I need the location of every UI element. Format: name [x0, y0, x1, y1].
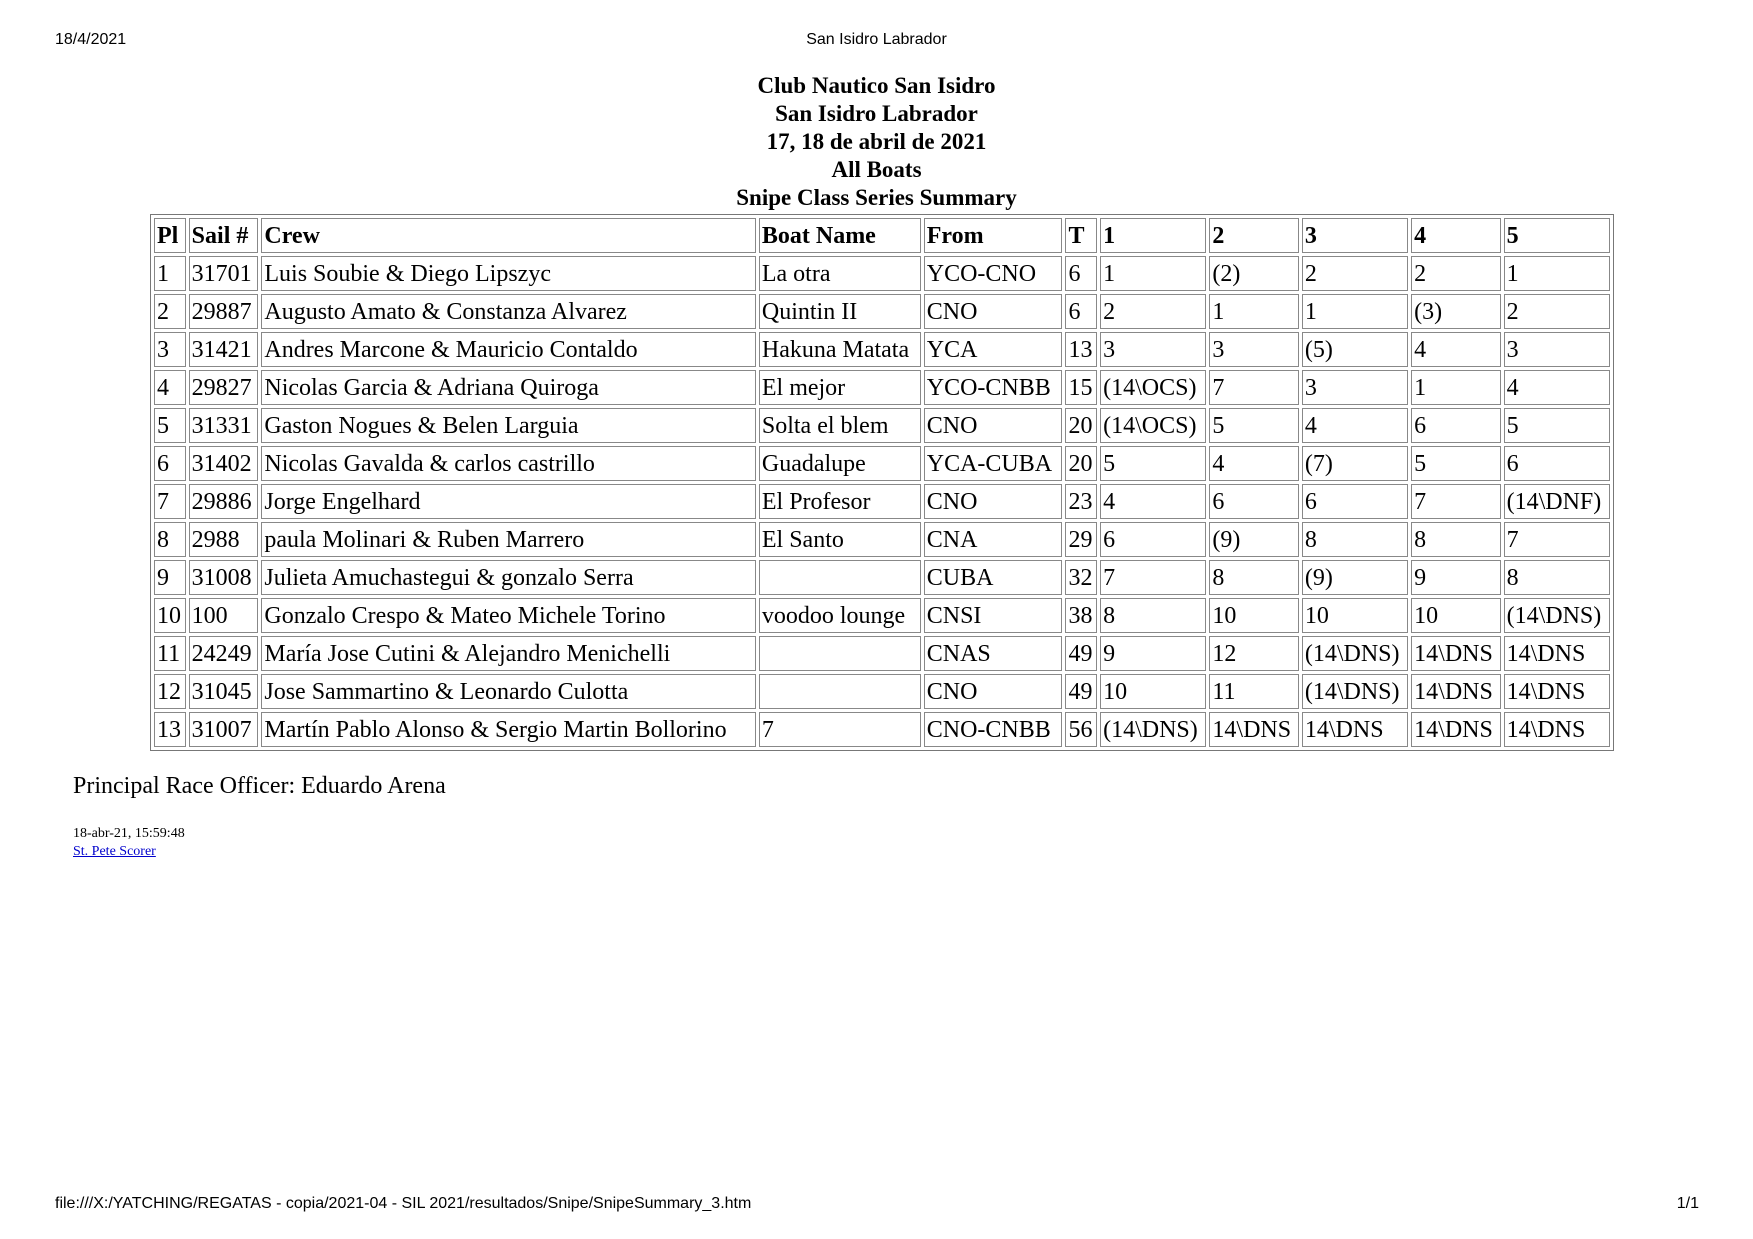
table-row: [154, 712, 1610, 747]
table-cell: Nicolas Gavalda & carlos castrillo: [261, 446, 756, 481]
timestamp: 18-abr-21, 15:59:48: [73, 826, 185, 841]
table-cell: 10: [1209, 598, 1298, 633]
results-heading: [0, 72, 1753, 212]
table-cell: 9: [154, 560, 186, 595]
table-cell: 7: [1411, 484, 1500, 519]
table-cell: 31331: [189, 408, 259, 443]
table-cell: 29: [1065, 522, 1097, 557]
table-cell: 8: [154, 522, 186, 557]
table-cell: El mejor: [759, 370, 921, 405]
print-date: 18/4/2021: [55, 31, 127, 48]
column-header: 2: [1209, 218, 1298, 253]
table-cell: (5): [1302, 332, 1408, 367]
event-dates: 17, 18 de abril de 2021: [766, 129, 987, 154]
table-cell: CNO: [924, 484, 1063, 519]
table-cell: CNAS: [924, 636, 1063, 671]
table-cell: 1: [1504, 256, 1610, 291]
table-cell: 5: [1411, 446, 1500, 481]
column-header: T: [1065, 218, 1097, 253]
table-cell: 56: [1065, 712, 1097, 747]
table-cell: CNO-CNBB: [924, 712, 1063, 747]
table-row: [154, 370, 1610, 405]
table-cell: Solta el blem: [759, 408, 921, 443]
table-cell: 6: [1065, 294, 1097, 329]
table-cell: 10: [154, 598, 186, 633]
table-cell: 14\DNS: [1504, 674, 1610, 709]
table-cell: Luis Soubie & Diego Lipszyc: [261, 256, 756, 291]
table-row: [154, 484, 1610, 519]
table-row: [154, 446, 1610, 481]
table-cell: 2: [154, 294, 186, 329]
table-cell: 14\DNS: [1411, 636, 1500, 671]
table-cell: (9): [1302, 560, 1408, 595]
table-cell: 6: [1209, 484, 1298, 519]
table-cell: 31008: [189, 560, 259, 595]
table-cell: Quintin II: [759, 294, 921, 329]
table-cell: 2: [1302, 256, 1408, 291]
table-cell: 20: [1065, 408, 1097, 443]
table-cell: 3: [1504, 332, 1610, 367]
table-row: [154, 294, 1610, 329]
scorer-link[interactable]: St. Pete Scorer: [73, 844, 156, 859]
table-cell: CNA: [924, 522, 1063, 557]
fleet-name: All Boats: [831, 157, 922, 182]
table-cell: CNO: [924, 674, 1063, 709]
table-cell: Julieta Amuchastegui & gonzalo Serra: [261, 560, 756, 595]
page-number: 1/1: [1676, 1195, 1699, 1212]
table-row: [154, 598, 1610, 633]
table-cell: 2: [1100, 294, 1206, 329]
table-cell: 5: [1100, 446, 1206, 481]
table-cell: 9: [1411, 560, 1500, 595]
event-name: San Isidro Labrador: [775, 101, 978, 126]
table-cell: Augusto Amato & Constanza Alvarez: [261, 294, 756, 329]
table-cell: (2): [1209, 256, 1298, 291]
table-cell: 8: [1411, 522, 1500, 557]
table-cell: 14\DNS: [1504, 636, 1610, 671]
table-cell: (9): [1209, 522, 1298, 557]
table-cell: 15: [1065, 370, 1097, 405]
table-cell: 13: [154, 712, 186, 747]
table-cell: YCA-CUBA: [924, 446, 1063, 481]
table-cell: 20: [1065, 446, 1097, 481]
table-cell: 4: [1209, 446, 1298, 481]
table-cell: voodoo lounge: [759, 598, 921, 633]
table-cell: 5: [1209, 408, 1298, 443]
table-cell: 1: [1209, 294, 1298, 329]
table-cell: 6: [1411, 408, 1500, 443]
table-cell: 38: [1065, 598, 1097, 633]
table-cell: Nicolas Garcia & Adriana Quiroga: [261, 370, 756, 405]
table-cell: 29886: [189, 484, 259, 519]
race-officer: Principal Race Officer: Eduardo Arena: [73, 773, 446, 799]
table-cell: 31045: [189, 674, 259, 709]
table-cell: 4: [1302, 408, 1408, 443]
table-cell: CNO: [924, 408, 1063, 443]
table-cell: 7: [154, 484, 186, 519]
column-header: Crew: [261, 218, 756, 253]
table-cell: 31402: [189, 446, 259, 481]
table-cell: CUBA: [924, 560, 1063, 595]
table-cell: (14\OCS): [1100, 408, 1206, 443]
table-cell: 29887: [189, 294, 259, 329]
table-cell: 8: [1209, 560, 1298, 595]
table-cell: (14\DNS): [1302, 636, 1408, 671]
table-cell: [759, 674, 921, 709]
table-row: [154, 408, 1610, 443]
table-cell: 10: [1302, 598, 1408, 633]
table-body: [154, 256, 1610, 747]
table-cell: Martín Pablo Alonso & Sergio Martin Bollorino: [261, 712, 756, 747]
table-cell: CNSI: [924, 598, 1063, 633]
table-cell: 14\DNS: [1411, 712, 1500, 747]
table-cell: 4: [1504, 370, 1610, 405]
table-cell: 14\DNS: [1209, 712, 1298, 747]
table-row: [154, 674, 1610, 709]
column-header: Pl: [154, 218, 186, 253]
table-cell: 49: [1065, 674, 1097, 709]
table-cell: [759, 636, 921, 671]
table-cell: 2988: [189, 522, 259, 557]
table-cell: 6: [1504, 446, 1610, 481]
table-cell: 2: [1411, 256, 1500, 291]
table-cell: Hakuna Matata: [759, 332, 921, 367]
table-cell: Jose Sammartino & Leonardo Culotta: [261, 674, 756, 709]
table-cell: 14\DNS: [1504, 712, 1610, 747]
results-table: [150, 214, 1614, 751]
table-cell: YCA: [924, 332, 1063, 367]
table-cell: 7: [1100, 560, 1206, 595]
table-cell: 7: [759, 712, 921, 747]
table-cell: Guadalupe: [759, 446, 921, 481]
table-cell: 7: [1504, 522, 1610, 557]
column-header: 5: [1504, 218, 1610, 253]
table-cell: 49: [1065, 636, 1097, 671]
table-cell: 31701: [189, 256, 259, 291]
table-cell: (14\OCS): [1100, 370, 1206, 405]
table-cell: 12: [154, 674, 186, 709]
table-cell: 4: [154, 370, 186, 405]
column-header: From: [924, 218, 1063, 253]
print-title: San Isidro Labrador: [806, 31, 947, 48]
table-cell: 10: [1100, 674, 1206, 709]
table-cell: Andres Marcone & Mauricio Contaldo: [261, 332, 756, 367]
table-cell: El Profesor: [759, 484, 921, 519]
table-cell: 3: [1100, 332, 1206, 367]
table-cell: Jorge Engelhard: [261, 484, 756, 519]
column-header: 4: [1411, 218, 1500, 253]
table-cell: 11: [1209, 674, 1298, 709]
table-cell: (14\DNF): [1504, 484, 1610, 519]
table-cell: (3): [1411, 294, 1500, 329]
table-cell: YCO-CNBB: [924, 370, 1063, 405]
series-summary-title: Snipe Class Series Summary: [736, 185, 1017, 210]
table-cell: 8: [1100, 598, 1206, 633]
column-header: Boat Name: [759, 218, 921, 253]
table-cell: Gaston Nogues & Belen Larguia: [261, 408, 756, 443]
table-row: [154, 636, 1610, 671]
table-cell: 5: [1504, 408, 1610, 443]
table-cell: 5: [154, 408, 186, 443]
table-row: [154, 256, 1610, 291]
table-cell: 31007: [189, 712, 259, 747]
table-cell: 1: [1411, 370, 1500, 405]
table-cell: Gonzalo Crespo & Mateo Michele Torino: [261, 598, 756, 633]
table-cell: 100: [189, 598, 259, 633]
table-cell: 4: [1411, 332, 1500, 367]
table-cell: 10: [1411, 598, 1500, 633]
table-cell: 3: [1302, 370, 1408, 405]
table-cell: 8: [1302, 522, 1408, 557]
table-cell: 7: [1209, 370, 1298, 405]
table-row: [154, 332, 1610, 367]
column-header: 1: [1100, 218, 1206, 253]
table-row: [154, 522, 1610, 557]
club-name: Club Nautico San Isidro: [757, 73, 996, 98]
table-cell: (14\DNS): [1302, 674, 1408, 709]
table-cell: (14\DNS): [1100, 712, 1206, 747]
table-cell: (7): [1302, 446, 1408, 481]
table-cell: paula Molinari & Ruben Marrero: [261, 522, 756, 557]
table-cell: 12: [1209, 636, 1298, 671]
table-cell: 14\DNS: [1411, 674, 1500, 709]
table-cell: María Jose Cutini & Alejandro Menichelli: [261, 636, 756, 671]
table-cell: 6: [154, 446, 186, 481]
file-path: file:///X:/YATCHING/REGATAS - copia/2021-04 - SIL 2021/resultados/Snipe/SnipeSummary_3.htm: [55, 1195, 752, 1212]
table-cell: La otra: [759, 256, 921, 291]
table-cell: 23: [1065, 484, 1097, 519]
table-cell: 1: [154, 256, 186, 291]
table-cell: 24249: [189, 636, 259, 671]
table-cell: 8: [1504, 560, 1610, 595]
table-cell: 6: [1100, 522, 1206, 557]
table-cell: 4: [1100, 484, 1206, 519]
table-cell: 6: [1065, 256, 1097, 291]
table-cell: 3: [154, 332, 186, 367]
table-cell: (14\DNS): [1504, 598, 1610, 633]
table-cell: YCO-CNO: [924, 256, 1063, 291]
table-cell: 32: [1065, 560, 1097, 595]
table-row: [154, 560, 1610, 595]
table-cell: 11: [154, 636, 186, 671]
table-cell: 6: [1302, 484, 1408, 519]
column-header: 3: [1302, 218, 1408, 253]
table-cell: 3: [1209, 332, 1298, 367]
table-cell: 2: [1504, 294, 1610, 329]
table-cell: 9: [1100, 636, 1206, 671]
table-header-row: [154, 218, 1610, 253]
table-cell: El Santo: [759, 522, 921, 557]
table-cell: 1: [1100, 256, 1206, 291]
table-cell: [759, 560, 921, 595]
table-cell: 29827: [189, 370, 259, 405]
table-cell: 31421: [189, 332, 259, 367]
table-cell: CNO: [924, 294, 1063, 329]
table-cell: 13: [1065, 332, 1097, 367]
table-cell: 14\DNS: [1302, 712, 1408, 747]
table-cell: 1: [1302, 294, 1408, 329]
column-header: Sail #: [189, 218, 259, 253]
